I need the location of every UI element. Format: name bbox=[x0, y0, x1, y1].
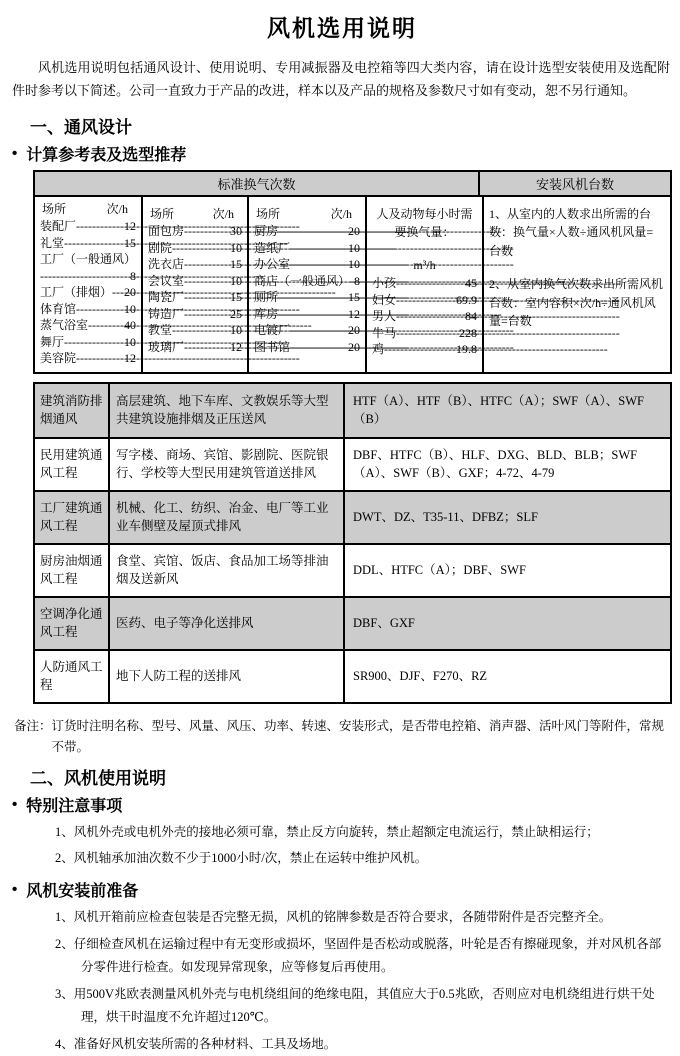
vent-column-animals bbox=[367, 197, 484, 372]
vent-row bbox=[254, 223, 360, 240]
unit-header: 次/h bbox=[106, 201, 128, 216]
vent-table-header-row bbox=[35, 172, 670, 197]
volume-value: 69.9 bbox=[456, 292, 477, 307]
rate-value: 12 bbox=[124, 351, 136, 366]
rate-value: 10 bbox=[348, 257, 360, 272]
model-selection-table bbox=[33, 382, 672, 704]
place-label: 造纸厂 bbox=[254, 240, 291, 255]
bullet-icon: • bbox=[12, 796, 18, 814]
vent-row bbox=[148, 273, 242, 290]
models-cell: DBF、GXF bbox=[353, 616, 415, 631]
header-fan-quantity: 安装风机台数 bbox=[535, 176, 614, 192]
application-cell: 地下人防工程的送排风 bbox=[110, 651, 345, 702]
vent-column-1 bbox=[35, 197, 143, 372]
dash-leader bbox=[278, 289, 348, 306]
vent-row bbox=[148, 289, 242, 306]
unit-header: 次/h bbox=[212, 206, 234, 221]
vent-column-2 bbox=[143, 197, 249, 372]
notice-item: 2、风机轴承加油次数不少于1000小时/次，禁止在运转中维护风机。 bbox=[55, 850, 428, 865]
animal-row bbox=[372, 292, 477, 309]
vent-row bbox=[40, 317, 136, 334]
place-label: 厨房 bbox=[254, 224, 279, 239]
place-label: 玻璃厂 bbox=[148, 339, 185, 354]
rate-value: 20 bbox=[348, 323, 360, 338]
vent-row bbox=[148, 306, 242, 323]
models-cell: HTF（A）、HTF（B）、HTFC（A）；SWF（A）、SWF（B） bbox=[353, 393, 645, 427]
vent-column-3 bbox=[249, 197, 367, 372]
volume-value: 45 bbox=[465, 276, 477, 291]
subject-label: 牛马 bbox=[372, 325, 397, 340]
rate-value: 10 bbox=[230, 323, 242, 338]
dash-leader bbox=[184, 289, 230, 306]
rate-value: 15 bbox=[230, 257, 242, 272]
dash-leader bbox=[290, 339, 348, 356]
place-label: 工厂（排烟） bbox=[40, 285, 113, 300]
place-label: 洗衣店 bbox=[148, 257, 185, 272]
dash-leader bbox=[396, 325, 459, 342]
vent-column-1-rows bbox=[40, 218, 136, 367]
vent-row bbox=[40, 301, 136, 318]
dash-leader bbox=[64, 235, 124, 252]
ventilation-reference-table bbox=[33, 170, 672, 374]
vent-row bbox=[148, 339, 242, 356]
prep-item: 3、用500V兆欧表测量风机外壳与电机绕组间的绝缘电阻，其值应大于0.5兆欧，否则应对电机绕组进行烘干处理，烘干时温度不允许超过120℃。 bbox=[55, 987, 655, 1025]
remark-text: 订货时注明名称、型号、风量、风压、功率、转速、安装形式，是否带电控箱、消声器、活叶风门等附件，常规不带。 bbox=[51, 718, 665, 755]
selection-row bbox=[35, 543, 670, 596]
selection-row bbox=[35, 384, 670, 437]
rate-value: 10 bbox=[230, 273, 242, 288]
rate-value: 10 bbox=[124, 334, 136, 349]
subject-label: 妇女 bbox=[372, 292, 397, 307]
animal-rows bbox=[372, 275, 477, 358]
vent-row bbox=[148, 223, 242, 240]
prep-item: 4、准备好风机安装所需的各种材料、工具及场地。 bbox=[55, 1037, 337, 1052]
animal-column-unit: m³/h bbox=[413, 257, 436, 272]
place-header: 场所 bbox=[42, 201, 67, 216]
rate-value: 10 bbox=[230, 240, 242, 255]
place-label: 装配厂 bbox=[40, 219, 77, 234]
section2-heading: 二、风机使用说明 bbox=[30, 769, 166, 789]
vent-row bbox=[254, 273, 360, 290]
category-cell: 空调净化通风工程 bbox=[35, 598, 110, 649]
bullet-icon: • bbox=[12, 880, 18, 898]
subject-label: 小孩 bbox=[372, 276, 397, 291]
subheading-install-prep bbox=[12, 878, 672, 901]
vent-row bbox=[254, 289, 360, 306]
place-header: 场所 bbox=[256, 206, 281, 221]
place-label: 教堂 bbox=[148, 323, 173, 338]
intro-paragraph: 风机选用说明包括通风设计、使用说明、专用减振器及电控箱等四大类内容，请在设计选型安装使用及选配附件时参考以下简述。公司一直致力于产品的改进，样本以及产品的规格及参数尺寸如有变动，恕不另行通知。 bbox=[12, 60, 670, 98]
rate-value: 12 bbox=[348, 306, 360, 321]
place-label: 办公室 bbox=[254, 257, 291, 272]
dash-leader bbox=[76, 350, 124, 367]
vent-row bbox=[254, 306, 360, 323]
application-cell: 高层建筑、地下车库、文教娱乐等大型共建筑设施排烟及正压送风 bbox=[110, 384, 345, 437]
rate-value: 12 bbox=[124, 219, 136, 234]
application-cell: 医药、电子等净化送排风 bbox=[110, 598, 345, 649]
place-label: 美容院 bbox=[40, 351, 77, 366]
vent-row bbox=[254, 322, 360, 339]
notice-item: 1、风机外壳或电机外壳的接地必须可靠，禁止反方向旋转，禁止超额定电流运行，禁止缺相运行； bbox=[55, 825, 599, 840]
rate-value: 15 bbox=[124, 235, 136, 250]
dash-leader bbox=[184, 256, 230, 273]
dash-leader bbox=[40, 268, 130, 285]
dash-leader bbox=[172, 240, 230, 257]
vent-row bbox=[254, 339, 360, 356]
place-label: 体育馆 bbox=[40, 301, 77, 316]
page-title: 风机选用说明 bbox=[267, 15, 417, 41]
fan-quantity-formulas bbox=[489, 205, 665, 332]
vent-column-2-rows bbox=[148, 223, 242, 355]
dash-leader bbox=[76, 301, 124, 318]
vent-row bbox=[254, 256, 360, 273]
models-cell: DWT、DZ、T35-11、DFBZ；SLF bbox=[353, 510, 538, 525]
animal-row bbox=[372, 325, 477, 342]
vent-column-3-rows bbox=[254, 223, 360, 355]
vent-column-1-header bbox=[40, 201, 136, 219]
vent-row bbox=[40, 350, 136, 367]
place-label: 陶瓷厂 bbox=[148, 290, 185, 305]
dash-leader bbox=[396, 292, 456, 309]
dash-leader bbox=[112, 284, 124, 301]
vent-row bbox=[40, 251, 136, 268]
remark-paragraph bbox=[14, 716, 672, 759]
vent-row bbox=[148, 240, 242, 257]
rate-value: 15 bbox=[348, 290, 360, 305]
volume-value: 19.8 bbox=[456, 342, 477, 357]
selection-row bbox=[35, 490, 670, 543]
rate-value: 20 bbox=[124, 285, 136, 300]
place-label: 铸造厂 bbox=[148, 306, 185, 321]
volume-value: 84 bbox=[465, 309, 477, 324]
rate-value: 15 bbox=[230, 290, 242, 305]
subject-label: 男人 bbox=[372, 309, 397, 324]
dash-leader bbox=[396, 275, 465, 292]
rate-value: 10 bbox=[124, 301, 136, 316]
animal-row bbox=[372, 308, 477, 325]
rate-value: 40 bbox=[124, 318, 136, 333]
dash-leader bbox=[184, 223, 230, 240]
place-label: 工厂（一般通风） bbox=[40, 252, 137, 267]
rate-value: 8 bbox=[130, 268, 136, 283]
rate-value: 12 bbox=[230, 339, 242, 354]
application-cell: 写字楼、商场、宾馆、影剧院、医院银行、学校等大型民用建筑管道送排风 bbox=[110, 439, 345, 490]
place-label: 会议室 bbox=[148, 273, 185, 288]
place-label: 库房 bbox=[254, 306, 279, 321]
volume-value: 228 bbox=[459, 325, 477, 340]
dash-leader bbox=[184, 339, 230, 356]
dash-leader bbox=[290, 256, 348, 273]
place-label: 面包房 bbox=[148, 224, 185, 239]
models-cell: DBF、HTFC（B）、HLF、DXG、BLD、BLB；SWF（A）、SWF（B）、GXF；4-72、4-79 bbox=[353, 447, 638, 481]
animal-column-title: 人及动物每小时需要换气量： bbox=[376, 206, 473, 239]
model-selection-rows bbox=[35, 384, 670, 702]
place-label: 图书馆 bbox=[254, 339, 291, 354]
place-label: 蒸气浴室 bbox=[40, 318, 89, 333]
formula-paragraph: 1、从室内的人数求出所需的台数：换气量×人数÷通风机风量=台数 bbox=[489, 206, 654, 258]
subheading-label: 计算参考表及选型推荐 bbox=[26, 146, 187, 164]
vent-column-2-header bbox=[148, 206, 242, 224]
dash-leader bbox=[76, 218, 124, 235]
vent-row bbox=[254, 240, 360, 257]
subheading-special-notice bbox=[12, 793, 672, 816]
rate-value: 30 bbox=[230, 224, 242, 239]
rate-value: 20 bbox=[348, 339, 360, 354]
remark-label: 备注： bbox=[14, 718, 52, 733]
prep-item: 2、仔细检查风机在运输过程中有无变形或损坏，坚固件是否松动或脱落，叶轮是否有擦碰现象，并对风机各部分零件进行检查。如发现异常现象，应等修复后再使用。 bbox=[55, 936, 662, 974]
place-label: 礼堂 bbox=[40, 235, 65, 250]
subheading-calc-reference bbox=[12, 142, 672, 165]
dash-leader bbox=[290, 240, 348, 257]
install-prep-list bbox=[55, 906, 672, 1056]
rate-value: 10 bbox=[348, 240, 360, 255]
models-cell: DDL、HTFC（A）；DBF、SWF bbox=[353, 563, 526, 578]
vent-row bbox=[40, 235, 136, 252]
subject-label: 鸡 bbox=[372, 342, 385, 357]
dash-leader bbox=[88, 317, 124, 334]
category-cell: 人防通风工程 bbox=[35, 651, 110, 702]
unit-header: 次/h bbox=[330, 206, 352, 221]
place-label: 剧院 bbox=[148, 240, 173, 255]
animal-row bbox=[372, 341, 477, 358]
place-label: 商店（一般通风） bbox=[254, 273, 351, 288]
dash-leader bbox=[290, 322, 348, 339]
dash-leader bbox=[384, 341, 456, 358]
bullet-icon: • bbox=[12, 144, 18, 162]
category-cell: 工厂建筑通风工程 bbox=[35, 492, 110, 543]
vent-row bbox=[148, 322, 242, 339]
dash-leader bbox=[278, 306, 348, 323]
fan-quantity-cell bbox=[484, 197, 670, 372]
dash-leader bbox=[396, 308, 465, 325]
rate-value: 20 bbox=[348, 224, 360, 239]
application-cell: 食堂、宾馆、饭店、食品加工场等排油烟及送新风 bbox=[110, 545, 345, 596]
category-cell: 厨房油烟通风工程 bbox=[35, 545, 110, 596]
selection-row bbox=[35, 649, 670, 702]
category-cell: 建筑消防排烟通风 bbox=[35, 384, 110, 437]
place-label: 电镀厂 bbox=[254, 323, 291, 338]
models-cell: SR900、DJF、F270、RZ bbox=[353, 669, 488, 684]
formula-paragraph: 2、从室内换气次数求出所需风机台数：室内容积×次/h÷通风机风量=台数 bbox=[489, 277, 664, 329]
category-cell: 民用建筑通风工程 bbox=[35, 439, 110, 490]
vent-column-3-header bbox=[254, 206, 360, 224]
place-header: 场所 bbox=[150, 206, 175, 221]
dash-leader bbox=[278, 223, 348, 240]
dash-leader bbox=[184, 306, 230, 323]
vent-row bbox=[40, 334, 136, 351]
subheading-label: 特别注意事项 bbox=[26, 798, 123, 816]
rate-value: 25 bbox=[230, 306, 242, 321]
place-label: 舞厅 bbox=[40, 334, 65, 349]
vent-table-body bbox=[35, 197, 670, 372]
selection-row bbox=[35, 437, 670, 490]
vent-row bbox=[148, 256, 242, 273]
selection-row bbox=[35, 596, 670, 649]
application-cell: 机械、化工、纺织、冶金、电厂等工业业车侧壁及屋顶式排风 bbox=[110, 492, 345, 543]
vent-row bbox=[40, 284, 136, 301]
header-standard-air-changes: 标准换气次数 bbox=[35, 172, 480, 195]
vent-row bbox=[40, 218, 136, 235]
prep-item: 1、风机开箱前应检查包装是否完整无损，风机的铭牌参数是否符合要求，各随带附件是否完整齐全。 bbox=[55, 909, 612, 924]
section1-heading: 一、通风设计 bbox=[30, 117, 132, 137]
dash-leader bbox=[64, 334, 124, 351]
vent-row bbox=[40, 268, 136, 285]
place-label: 厕所 bbox=[254, 290, 279, 305]
dash-leader bbox=[184, 273, 230, 290]
special-notice-list bbox=[55, 821, 672, 869]
animal-row bbox=[372, 275, 477, 292]
subheading-label: 风机安装前准备 bbox=[26, 882, 139, 900]
dash-leader bbox=[172, 322, 230, 339]
rate-value: 8 bbox=[354, 273, 360, 288]
